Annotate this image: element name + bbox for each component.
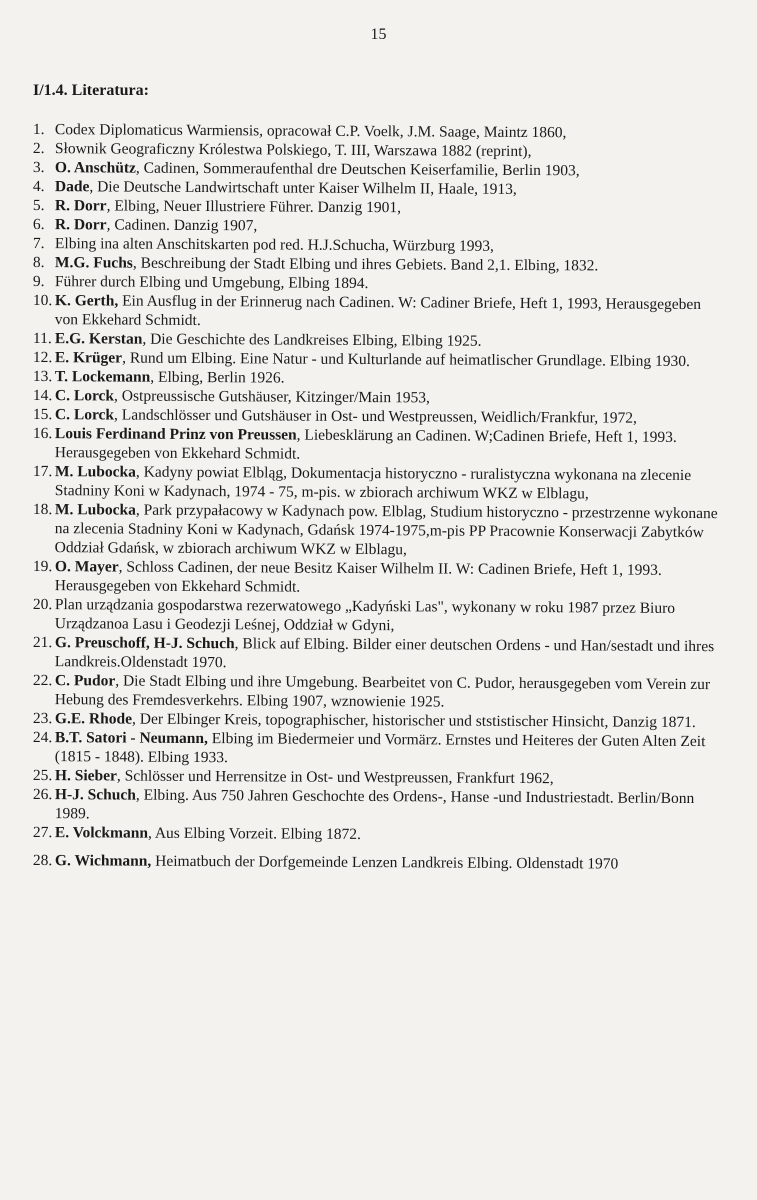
item-author: C. Pudor	[54, 672, 116, 690]
bibliography-item	[33, 785, 723, 827]
item-text: , Die Stadt Elbing und ihre Umgebung. Bearbeitet von C. Pudor, herausgegeben vom Verein zur Hebung des Fremdesverkehrs. Elbing 1907, wznowienie 1925.	[54, 672, 711, 711]
item-text: , Liebesklärung an Cadinen. W;Cadinen Briefe, Heft 1, 1993. Herausgegeben von Ekkehard Schmidt.	[54, 426, 677, 463]
bibliography-item	[33, 671, 723, 713]
item-number: 19.	[32, 558, 53, 576]
page-number: 15	[370, 26, 387, 43]
item-number: 17.	[32, 462, 53, 481]
item-text: , Die Deutsche Landwirtschaft unter Kaiser Wilhelm II, Haale, 1913,	[89, 178, 517, 198]
item-author: K. Gerth,	[54, 292, 119, 310]
item-text: Heimatbuch der Dorfgemeinde Lenzen Landkreis Elbing. Oldenstadt 1970	[151, 852, 619, 873]
item-author: B.T. Satori - Neumann,	[54, 729, 209, 748]
item-number: 23.	[32, 710, 53, 728]
item-number: 5.	[32, 196, 45, 215]
bibliography-item	[33, 851, 723, 874]
item-text: Führer durch Elbing und Umgebung, Elbing 1894.	[54, 273, 369, 293]
item-text: Ein Ausflug in der Erinnerug nach Cadinen. W: Cadiner Briefe, Heft 1, 1993, Herausgegeben von Ekkehard Schmidt.	[54, 292, 702, 330]
bibliography-item	[33, 424, 723, 466]
item-text: , Der Elbinger Kreis, topographischer, historischer und ststistischer Hinsicht, Danzig 1871.	[131, 710, 696, 732]
item-number: 4.	[32, 177, 45, 196]
item-author: G. Preuschoff, H-J. Schuch	[54, 634, 235, 653]
item-text: Elbing ina alten Anschitskarten pod red. H.J.Schucha, Würzburg 1993,	[54, 235, 494, 255]
item-author: O. Mayer	[54, 558, 119, 576]
item-text: , Ostpreussische Gutshäuser, Kitzinger/Main 1953,	[114, 387, 430, 407]
bibliography-item	[33, 633, 723, 675]
item-text: , Aus Elbing Vorzeit. Elbing 1872.	[147, 824, 362, 844]
item-author: G.E. Rhode	[54, 710, 133, 728]
bibliography-item	[33, 595, 723, 637]
item-author: M. Lubocka	[54, 463, 136, 481]
item-author: M.G. Fuchs	[54, 254, 133, 272]
item-text: , Kadyny powiat Elbląg, Dokumentacja historyczno - ruralistyczna wykonana na zlecenie Stadniny Koni w Kadynach, 1974 - 75, m-pis. w zbiorach archiwum WKZ w Elblagu,	[54, 463, 692, 503]
item-number: 12.	[32, 349, 53, 367]
section-title: I/1.4. Literatura:	[33, 82, 149, 99]
item-author: E. Volckmann	[54, 824, 149, 842]
item-author: O. Anschütz	[54, 159, 136, 177]
item-number: 8.	[32, 253, 45, 272]
item-text: , Beschreibung der Stadt Elbing und ihres Gebiets. Band 2,1. Elbing, 1832.	[132, 254, 599, 275]
item-number: 24.	[32, 729, 53, 747]
item-text: , Elbing. Aus 750 Jahren Geschochte des Ordens-, Hanse -und Industriestadt. Berlin/Bonn 1989.	[54, 786, 695, 823]
item-number: 7.	[32, 234, 45, 253]
bibliography-item	[33, 291, 723, 333]
item-text: , Cadinen. Danzig 1907,	[106, 216, 258, 235]
item-number: 27.	[32, 824, 53, 842]
bibliography-item	[33, 462, 723, 504]
bibliography-item	[33, 823, 723, 846]
item-text: , Blick auf Elbing. Bilder einer deutschen Ordens - und Han/sestadt und ihres Landkreis.Oldenstadt 1970.	[54, 635, 715, 672]
item-author: E. Krüger	[54, 349, 123, 367]
item-author: T. Lockemann	[54, 368, 151, 386]
item-author: R. Dorr	[54, 216, 107, 234]
item-author: H. Sieber	[54, 767, 117, 785]
item-text: Słownik Geograficzny Królestwa Polskiego, T. III, Warszawa 1882 (reprint),	[54, 140, 532, 161]
item-author: Dade	[54, 178, 90, 196]
item-text: , Schlösser und Herrensitze in Ost- und Westpreussen, Frankfurt 1962,	[116, 767, 554, 788]
item-author: M. Lubocka	[54, 501, 136, 519]
item-author: G. Wichmann,	[54, 852, 152, 870]
item-author: R. Dorr	[54, 197, 107, 215]
bibliography-item	[33, 728, 723, 770]
item-number: 15.	[32, 405, 53, 424]
item-text: , Die Geschichte des Landkreises Elbing, Elbing 1925.	[142, 330, 482, 350]
item-number: 16.	[32, 424, 53, 443]
item-text: , Schloss Cadinen, der neue Besitz Kaiser Wilhelm II. W: Cadinen Briefe, Heft 1, 1993. Herausgegeben von Ekkehard Schmidt.	[54, 558, 662, 596]
item-number: 21.	[32, 634, 53, 652]
item-author: C. Lorck	[54, 406, 115, 424]
item-text: , Park przypałacowy w Kadynach pow. Elblag, Studium historyczno - przestrzenne wykonane na zlecenia Stadniny Koni w Kadynach, Gdańsk 1974-1975,m-pis PP Pracownie Konserwacji Zabytków Oddział Gdańsk, w zbiorach archiwum WKZ w Elblagu,	[54, 501, 718, 559]
item-text: , Landschlösser und Gutshäuser in Ost- und Westpreussen, Weidlich/Frankfur, 1972,	[114, 406, 637, 427]
item-author: C. Lorck	[54, 387, 115, 405]
item-number: 11.	[32, 330, 52, 348]
item-number: 20.	[32, 596, 53, 614]
item-text: , Cadinen, Sommeraufenthal dre Deutschen Keiserfamilie, Berlin 1903,	[135, 159, 580, 180]
item-number: 13.	[32, 368, 53, 386]
item-text: Codex Diplomaticus Warmiensis, opracował C.P. Voelk, J.M. Saage, Maintz 1860,	[54, 121, 567, 142]
item-text: , Rund um Elbing. Eine Natur - und Kulturlande auf heimatlischer Grundlage. Elbing 1930.	[122, 349, 690, 371]
item-author: E.G. Kerstan	[54, 330, 143, 348]
item-number: 10.	[32, 292, 53, 310]
bibliography-item	[33, 557, 723, 599]
item-author: Louis Ferdinand Prinz von Preussen	[54, 425, 297, 444]
item-text: Elbing im Biedermeier und Vormärz. Ernstes und Heiteres der Guten Alten Zeit (1815 - 1848). Elbing 1933.	[54, 730, 706, 767]
item-author: H-J. Schuch	[54, 786, 136, 804]
item-number: 3.	[32, 158, 45, 177]
bibliography-list	[32, 120, 723, 873]
item-text: , Elbing, Berlin 1926.	[150, 368, 285, 387]
item-number: 14.	[32, 386, 53, 405]
item-number: 26.	[32, 786, 53, 804]
item-number: 1.	[32, 120, 45, 139]
item-text: , Elbing, Neuer Illustriere Führer. Danzig 1901,	[106, 197, 402, 217]
item-number: 9.	[32, 273, 45, 291]
item-text: Plan urządzania gospodarstwa rezerwatowego „Kadyński Las", wykonany w roku 1987 przez Biuro Urządzanoa Lasu i Geodezji Leśnej, Oddział w Gdyni,	[54, 596, 676, 635]
item-number: 25.	[32, 767, 53, 785]
item-number: 2.	[32, 139, 45, 158]
item-number: 28.	[32, 852, 53, 870]
item-number: 6.	[32, 215, 45, 234]
item-number: 22.	[32, 672, 53, 690]
bibliography-item	[33, 500, 723, 561]
item-number: 18.	[32, 500, 53, 519]
